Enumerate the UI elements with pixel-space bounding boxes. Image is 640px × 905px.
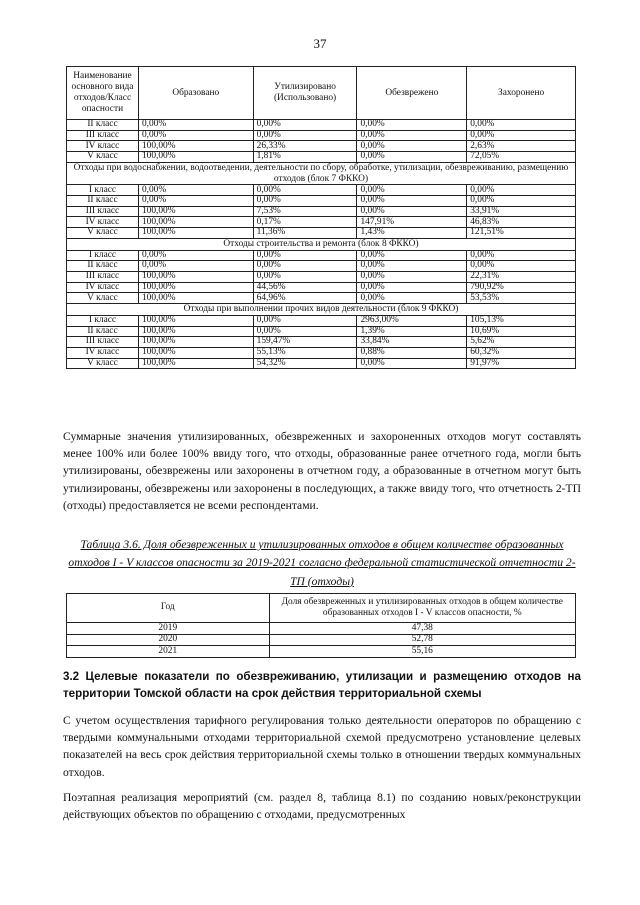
landfilled-cell: 5,62%	[467, 337, 576, 348]
utilized-cell: 0,17%	[253, 217, 357, 228]
utilized-cell: 64,96%	[253, 293, 357, 304]
landfilled-cell: 0,00%	[467, 120, 576, 131]
generated-cell: 0,00%	[138, 185, 253, 196]
neutralized-cell: 1,43%	[357, 228, 467, 239]
landfilled-cell: 790,92%	[467, 282, 576, 293]
table-row	[67, 337, 576, 348]
landfilled-cell: 0,00%	[467, 261, 576, 272]
section-title-cell: Отходы при выполнении прочих видов деятельности (блок 9 ФККО)	[67, 304, 576, 316]
generated-cell: 100,00%	[138, 228, 253, 239]
generated-cell: 100,00%	[138, 206, 253, 217]
landfilled-cell: 121,51%	[467, 228, 576, 239]
utilized-cell: 0,00%	[253, 196, 357, 207]
utilized-cell: 0,00%	[253, 272, 357, 283]
generated-cell: 100,00%	[138, 217, 253, 228]
section-title-cell: Отходы при водоснабжении, водоотведении, деятельности по сбору, обработке, утилизации, обезвреживанию, размещению отходов (блок 7 ФККО)	[67, 162, 576, 185]
generated-cell: 0,00%	[138, 120, 253, 131]
class-cell: V класс	[67, 152, 139, 163]
table-row	[67, 217, 576, 228]
page-number: 37	[313, 36, 327, 51]
table-row	[67, 185, 576, 196]
table-row	[67, 206, 576, 217]
neutralized-cell: 0,00%	[357, 250, 467, 261]
utilized-cell: 0,00%	[253, 120, 357, 131]
utilized-cell: 11,36%	[253, 228, 357, 239]
table-row	[67, 347, 576, 358]
table-row	[67, 152, 576, 163]
landfilled-cell: 72,05%	[467, 152, 576, 163]
generated-cell: 0,00%	[138, 130, 253, 141]
landfilled-cell: 0,00%	[467, 185, 576, 196]
class-cell: III класс	[67, 272, 139, 283]
class-cell: III класс	[67, 130, 139, 141]
class-cell: II класс	[67, 196, 139, 207]
neutralized-cell: 0,00%	[357, 358, 467, 369]
landfilled-cell: 0,00%	[467, 130, 576, 141]
neutralized-cell: 0,00%	[357, 120, 467, 131]
class-cell: IV класс	[67, 217, 139, 228]
neutralized-cell: 0,00%	[357, 261, 467, 272]
class-cell: II класс	[67, 261, 139, 272]
neutralized-cell: 1,39%	[357, 326, 467, 337]
year-cell: 2020	[67, 634, 270, 646]
header-neutralized: Обезврежено	[357, 67, 467, 120]
neutralized-cell: 0,00%	[357, 130, 467, 141]
header-waste-class: Наименование основного вида отходов/Класс опасности	[67, 67, 139, 120]
table-row	[67, 261, 576, 272]
section-row	[67, 304, 576, 316]
table-header-row	[67, 594, 576, 623]
landfilled-cell: 46,83%	[467, 217, 576, 228]
section-title-cell: Отходы строительства и ремонта (блок 8 ФККО)	[67, 238, 576, 250]
class-cell: I класс	[67, 315, 139, 326]
paragraph-tariff-regulation: С учетом осуществления тарифного регулирования только деятельности операторов по обращению с твердыми коммунальными отходами территориальной схемой предусмотрено установление целевых показателей на весь срок действия территориальной схемы только в отношении твердых коммунальных отходов.	[63, 714, 581, 779]
table-row	[67, 646, 576, 658]
generated-cell: 100,00%	[138, 337, 253, 348]
utilized-cell: 0,00%	[253, 326, 357, 337]
section-row	[67, 238, 576, 250]
landfilled-cell: 0,00%	[467, 250, 576, 261]
table-row	[67, 634, 576, 646]
landfilled-cell: 22,31%	[467, 272, 576, 283]
waste-share-by-class-table	[66, 66, 576, 369]
table-row	[67, 120, 576, 131]
utilized-cell: 7,53%	[253, 206, 357, 217]
table-row	[67, 623, 576, 635]
class-cell: IV класс	[67, 282, 139, 293]
utilized-cell: 0,00%	[253, 250, 357, 261]
table-row	[67, 282, 576, 293]
neutralized-cell: 0,00%	[357, 206, 467, 217]
neutralized-cell: 33,84%	[357, 337, 467, 348]
table-row	[67, 326, 576, 337]
utilized-cell: 159,47%	[253, 337, 357, 348]
table-row	[67, 293, 576, 304]
class-cell: III класс	[67, 337, 139, 348]
generated-cell: 100,00%	[138, 272, 253, 283]
header-generated: Образовано	[138, 67, 253, 120]
neutralized-cell: 0,00%	[357, 282, 467, 293]
table-row	[67, 228, 576, 239]
header-share: Доля обезвреженных и утилизированных отходов в общем количестве образованных отходов I - V классов опасности, %	[269, 594, 575, 623]
year-cell: 2019	[67, 623, 270, 635]
header-utilized: Утилизировано (Использовано)	[253, 67, 357, 120]
section-row	[67, 162, 576, 185]
table-row	[67, 315, 576, 326]
utilized-cell: 1,81%	[253, 152, 357, 163]
generated-cell: 100,00%	[138, 315, 253, 326]
table-row	[67, 196, 576, 207]
section-heading-3-2: 3.2 Целевые показатели по обезвреживанию, утилизации и размещению отходов на территории Томской области на срок действия территориальной схемы	[63, 670, 581, 700]
class-cell: V класс	[67, 358, 139, 369]
paragraph-totals-explanation: Суммарные значения утилизированных, обезвреженных и захороненных отходов могут составлять менее 100% или более 100% ввиду того, что отходы, образованные ранее отчетного года, могли быть утилизированы, обезврежены или захоронены в отчетном году, а образованные в отчетном могут быть утилизированы, обезврежены или захоронены в последующих, а также ввиду того, что отчетность 2-ТП (отходы) предоставляется не всеми респондентами.	[63, 430, 581, 512]
share-cell: 52,78	[269, 634, 575, 646]
class-cell: IV класс	[67, 141, 139, 152]
utilized-cell: 44,56%	[253, 282, 357, 293]
year-cell: 2021	[67, 646, 270, 658]
neutralized-cell: 0,00%	[357, 196, 467, 207]
neutralized-cell: 147,91%	[357, 217, 467, 228]
generated-cell: 100,00%	[138, 141, 253, 152]
share-cell: 55,16	[269, 646, 575, 658]
header-landfilled: Захоронено	[467, 67, 576, 120]
neutralized-cell: 0,00%	[357, 272, 467, 283]
landfilled-cell: 10,69%	[467, 326, 576, 337]
landfilled-cell: 33,91%	[467, 206, 576, 217]
neutralized-utilized-share-table	[66, 593, 576, 658]
neutralized-cell: 2963,00%	[357, 315, 467, 326]
generated-cell: 100,00%	[138, 282, 253, 293]
class-cell: II класс	[67, 326, 139, 337]
table-row	[67, 250, 576, 261]
utilized-cell: 0,00%	[253, 130, 357, 141]
neutralized-cell: 0,00%	[357, 141, 467, 152]
landfilled-cell: 53,53%	[467, 293, 576, 304]
class-cell: I класс	[67, 250, 139, 261]
class-cell: II класс	[67, 120, 139, 131]
neutralized-cell: 0,88%	[357, 347, 467, 358]
table-header-row	[67, 67, 576, 120]
utilized-cell: 0,00%	[253, 315, 357, 326]
neutralized-cell: 0,00%	[357, 185, 467, 196]
landfilled-cell: 91,97%	[467, 358, 576, 369]
utilized-cell: 55,13%	[253, 347, 357, 358]
landfilled-cell: 0,00%	[467, 196, 576, 207]
class-cell: III класс	[67, 206, 139, 217]
utilized-cell: 0,00%	[253, 261, 357, 272]
header-year: Год	[67, 594, 270, 623]
neutralized-cell: 0,00%	[357, 152, 467, 163]
class-cell: V класс	[67, 293, 139, 304]
class-cell: I класс	[67, 185, 139, 196]
class-cell: V класс	[67, 228, 139, 239]
utilized-cell: 54,32%	[253, 358, 357, 369]
landfilled-cell: 60,32%	[467, 347, 576, 358]
neutralized-cell: 0,00%	[357, 293, 467, 304]
generated-cell: 0,00%	[138, 261, 253, 272]
class-cell: IV класс	[67, 347, 139, 358]
generated-cell: 100,00%	[138, 293, 253, 304]
landfilled-cell: 2,63%	[467, 141, 576, 152]
table-row	[67, 130, 576, 141]
paragraph-staged-implementation: Поэтапная реализация мероприятий (см. раздел 8, таблица 8.1) по созданию новых/реконструкции действующих объектов по обращению с отходами, предусмотренных	[63, 791, 581, 822]
generated-cell: 0,00%	[138, 196, 253, 207]
table-3-6-caption: Таблица 3.6. Доля обезвреженных и утилизированных отходов в общем количестве образованных отходов I - V классов опасности за 2019-2021 согласно федеральной статистической отчетности 2-ТП (отходы)	[68, 538, 576, 588]
share-cell: 47,38	[269, 623, 575, 635]
table-row	[67, 272, 576, 283]
generated-cell: 100,00%	[138, 358, 253, 369]
generated-cell: 100,00%	[138, 326, 253, 337]
generated-cell: 0,00%	[138, 250, 253, 261]
landfilled-cell: 105,13%	[467, 315, 576, 326]
table-row	[67, 141, 576, 152]
generated-cell: 100,00%	[138, 347, 253, 358]
table-row	[67, 358, 576, 369]
utilized-cell: 26,33%	[253, 141, 357, 152]
generated-cell: 100,00%	[138, 152, 253, 163]
utilized-cell: 0,00%	[253, 185, 357, 196]
